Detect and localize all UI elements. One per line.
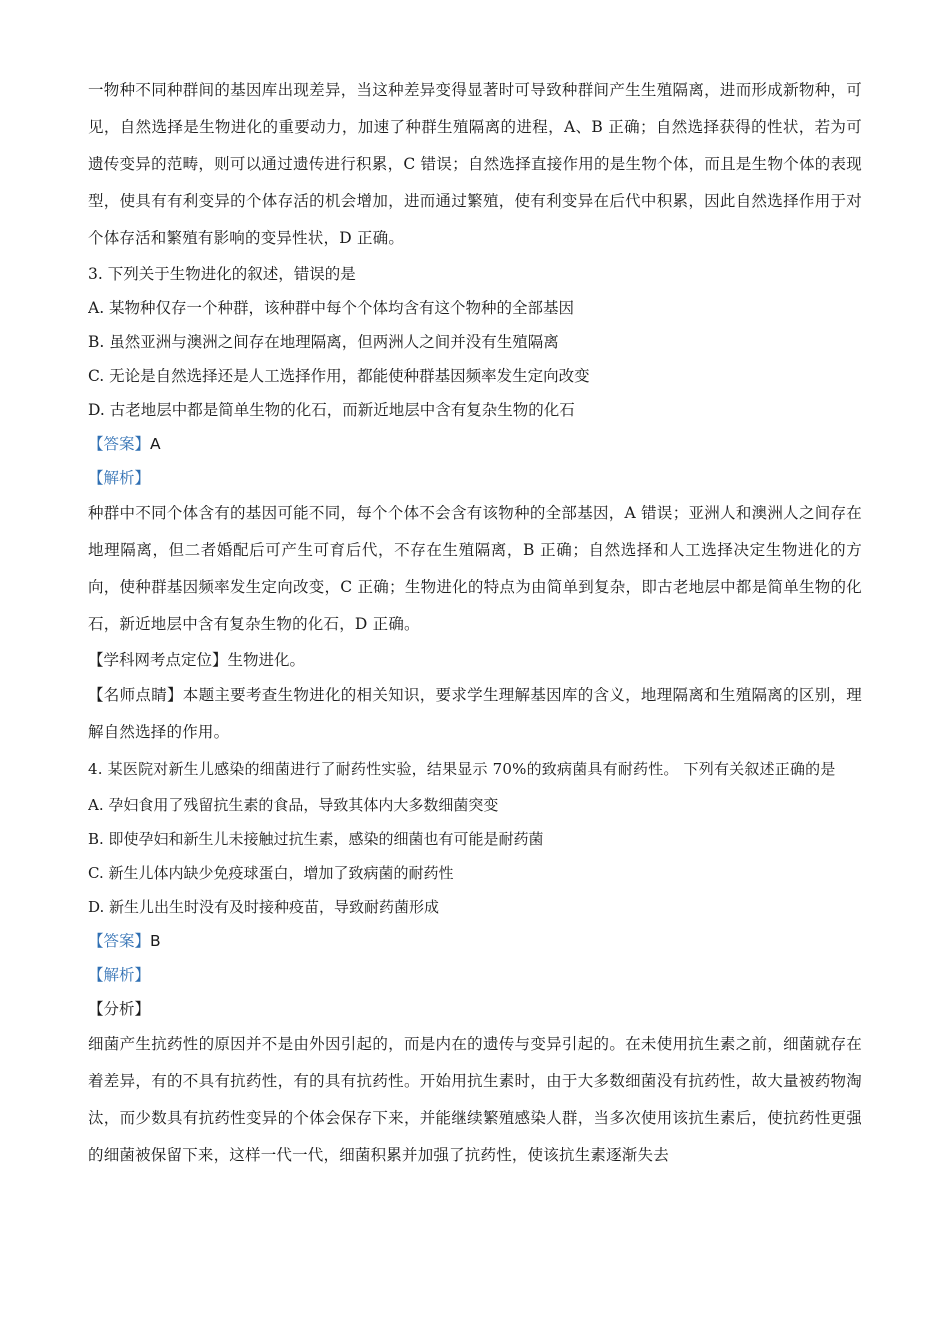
intro-paragraph: 一物种不同种群间的基因库出现差异，当这种差异变得显著时可导致种群间产生生殖隔离，进而形成新物种，可见，自然选择是生物进化的重要动力，加速了种群生殖隔离的进程，A、B 正确；自然选择获得的性状，若为可遗传变异的范畴，则可以通过遗传进行积累，C 错误；自然选择直接作用的是生物个体，而且是生物个体的表现型，使具有有利变异的个体存活的机会增加，进而通过繁殖，使有利变异在后代中积累，因此自然选择作用于对个体存活和繁殖有影响的变异性状，D 正确。 <box>88 81 862 247</box>
q3-analysis-text: 种群中不同个体含有的基因可能不同，每个个体不会含有该物种的全部基因，A 错误；亚洲人和澳洲人之间存在地理隔离，但二者婚配后可产生可育后代，不存在生殖隔离，B 正确；自然选择和人工选择决定生物进化的方向，使种群基因频率发生定向改变，C 正确；生物进化的特点为由简单到复杂，即古老地层中都是简单生物的化石，新近地层中含有复杂生物的化石，D 正确。 <box>88 504 862 633</box>
q3-teacher-note: 【名师点睛】本题主要考查生物进化的相关知识，要求学生理解基因库的含义，地理隔离和生殖隔离的区别，理解自然选择的作用。 <box>88 686 862 741</box>
q3-stem: 3. 下列关于生物进化的叙述，错误的是 <box>88 265 356 283</box>
q4-analysis-heading <box>88 958 862 992</box>
q3-answer-tag: 【答案】 <box>88 435 151 453</box>
document-content <box>88 72 862 1174</box>
q3-option-c: C. 无论是自然选择还是人工选择作用，都能使种群基因频率发生定向改变 <box>88 367 590 385</box>
q4-analysis-tag: 【解析】 <box>88 966 151 984</box>
q4-answer-tag: 【答案】 <box>88 932 151 950</box>
q3-analysis-tag: 【解析】 <box>88 469 151 487</box>
q3-answer-value: A <box>150 435 161 453</box>
q4-option-a: A. 孕妇食用了残留抗生素的食品，导致其体内大多数细菌突变 <box>88 796 499 814</box>
q4-analysis-sub-heading: 【分析】 <box>88 1000 151 1018</box>
q3-option-b: B. 虽然亚洲与澳洲之间存在地理隔离，但两洲人之间并没有生殖隔离 <box>88 333 559 351</box>
q3-option-a: A. 某物种仅存一个种群，该种群中每个个体均含有这个物种的全部基因 <box>88 299 575 317</box>
q4-option-c: C. 新生儿体内缺少免疫球蛋白，增加了致病菌的耐药性 <box>88 864 454 882</box>
q4-option-b: B. 即使孕妇和新生儿未接触过抗生素，感染的细菌也有可能是耐药菌 <box>88 830 544 848</box>
q3-answer <box>88 427 862 461</box>
q4-answer-value: B <box>150 932 161 950</box>
q3-knowledge-point: 【学科网考点定位】生物进化。 <box>88 651 306 669</box>
q4-option-d: D. 新生儿出生时没有及时接种疫苗，导致耐药菌形成 <box>88 898 440 916</box>
q4-analysis-text: 细菌产生抗药性的原因并不是由外因引起的，而是内在的遗传与变异引起的。在未使用抗生素之前，细菌就存在着差异，有的不具有抗药性，有的具有抗药性。开始用抗生素时，由于大多数细菌没有抗药性，故大量被药物淘汰，而少数具有抗药性变异的个体会保存下来，并能继续繁殖感染人群，当多次使用该抗生素后，使抗药性更强的细菌被保留下来，这样一代一代，细菌积累并加强了抗药性，使该抗生素逐渐失去 <box>88 1035 862 1164</box>
q3-analysis-heading <box>88 461 862 495</box>
q4-answer <box>88 924 862 958</box>
q4-stem: 4. 某医院对新生儿感染的细菌进行了耐药性实验，结果显示 70%的致病菌具有耐药性。 下列有关叙述正确的是 <box>88 760 836 778</box>
q3-option-d: D. 古老地层中都是简单生物的化石，而新近地层中含有复杂生物的化石 <box>88 401 575 419</box>
